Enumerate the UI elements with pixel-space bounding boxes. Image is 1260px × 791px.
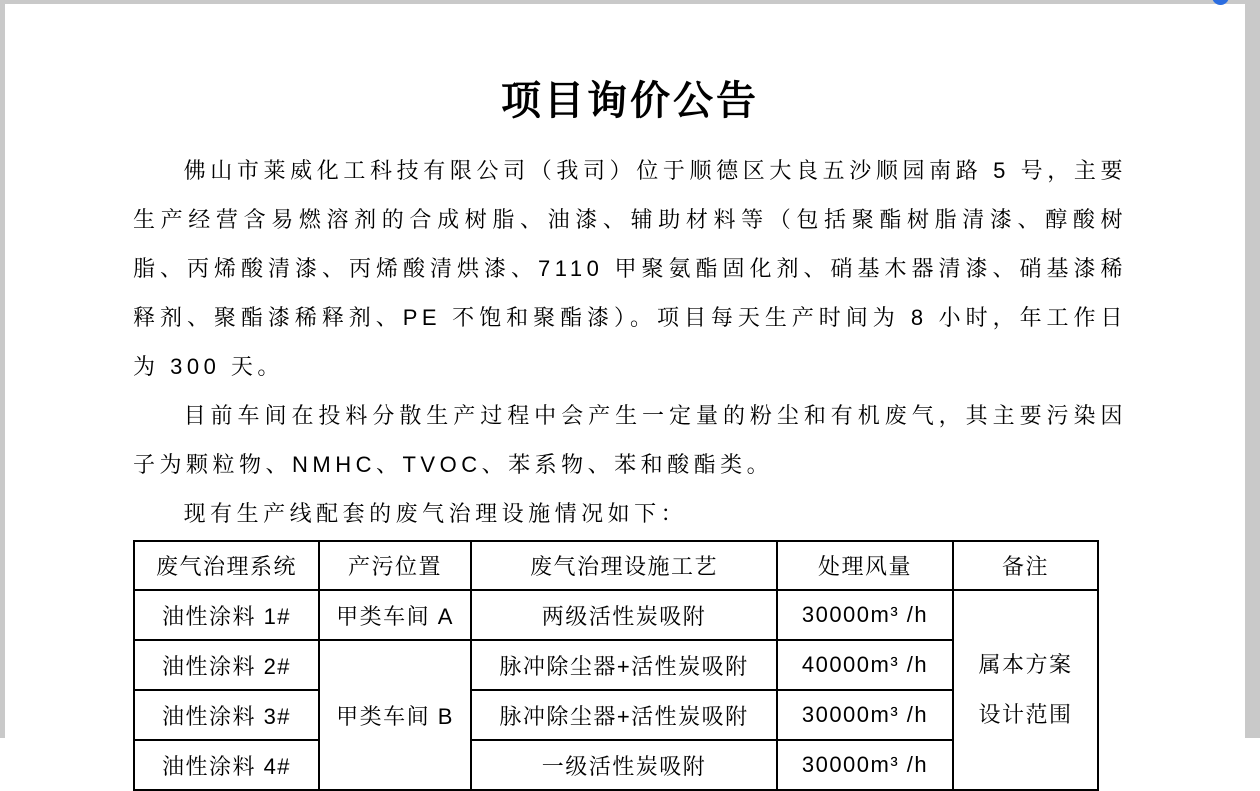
cell-airflow-3: 30000m³ /h xyxy=(777,690,953,740)
cell-system-2: 油性涂料 2# xyxy=(134,640,319,690)
table-header-row xyxy=(134,541,1098,590)
col-header-process: 废气治理设施工艺 xyxy=(471,541,777,590)
cell-airflow-2: 40000m³ /h xyxy=(777,640,953,690)
paragraph-company-intro: 佛山市莱威化工科技有限公司（我司）位于顺德区大良五沙顺园南路 5 号，主要生产经营含易燃溶剂的合成树脂、油漆、辅助材料等（包括聚酯树脂清漆、醇酸树脂、丙烯酸清漆、丙烯酸清烘漆、7110 甲聚氨酯固化剂、硝基木器清漆、硝基漆稀释剂、聚酯漆稀释剂、PE 不饱和聚酯漆）。项目每天生产时间为 8 小时，年工作日为 300 天。 xyxy=(133,158,1127,379)
cell-system-3: 油性涂料 3# xyxy=(134,690,319,740)
paragraph-table-intro: 现有生产线配套的废气治理设施情况如下： xyxy=(183,501,688,526)
remark-line-2: 设计范围 xyxy=(978,702,1073,727)
page-left-gutter xyxy=(0,0,5,738)
table-row xyxy=(134,590,1098,640)
document-page xyxy=(133,0,1127,791)
cell-process-1: 两级活性炭吸附 xyxy=(471,590,777,640)
cell-process-2: 脉冲除尘器+活性炭吸附 xyxy=(471,640,777,690)
col-header-airflow: 处理风量 xyxy=(777,541,953,590)
collapsed-toolbar-button-icon[interactable] xyxy=(1212,0,1229,5)
cell-location-a: 甲类车间 A xyxy=(319,590,471,640)
col-header-remark: 备注 xyxy=(953,541,1098,590)
cell-airflow-4: 30000m³ /h xyxy=(777,740,953,790)
cell-process-4: 一级活性炭吸附 xyxy=(471,740,777,790)
paragraph-pollution-factors: 目前车间在投料分散生产过程中会产生一定量的粉尘和有机废气，其主要污染因子为颗粒物、NMHC、TVOC、苯系物、苯和酸酯类。 xyxy=(133,403,1127,477)
waste-gas-treatment-table xyxy=(133,540,1099,791)
document-title: 项目询价公告 xyxy=(501,78,759,123)
col-header-system: 废气治理系统 xyxy=(134,541,319,590)
cell-process-3: 脉冲除尘器+活性炭吸附 xyxy=(471,690,777,740)
cell-system-1: 油性涂料 1# xyxy=(134,590,319,640)
remark-line-1: 属本方案 xyxy=(978,652,1073,677)
window-top-edge xyxy=(0,0,1260,4)
cell-remark-merged xyxy=(953,590,1098,790)
cell-airflow-1: 30000m³ /h xyxy=(777,590,953,640)
col-header-location: 产污位置 xyxy=(319,541,471,590)
cell-system-4: 油性涂料 4# xyxy=(134,740,319,790)
page-right-gutter xyxy=(1245,0,1260,738)
cell-location-b-merged: 甲类车间 B xyxy=(319,640,471,790)
